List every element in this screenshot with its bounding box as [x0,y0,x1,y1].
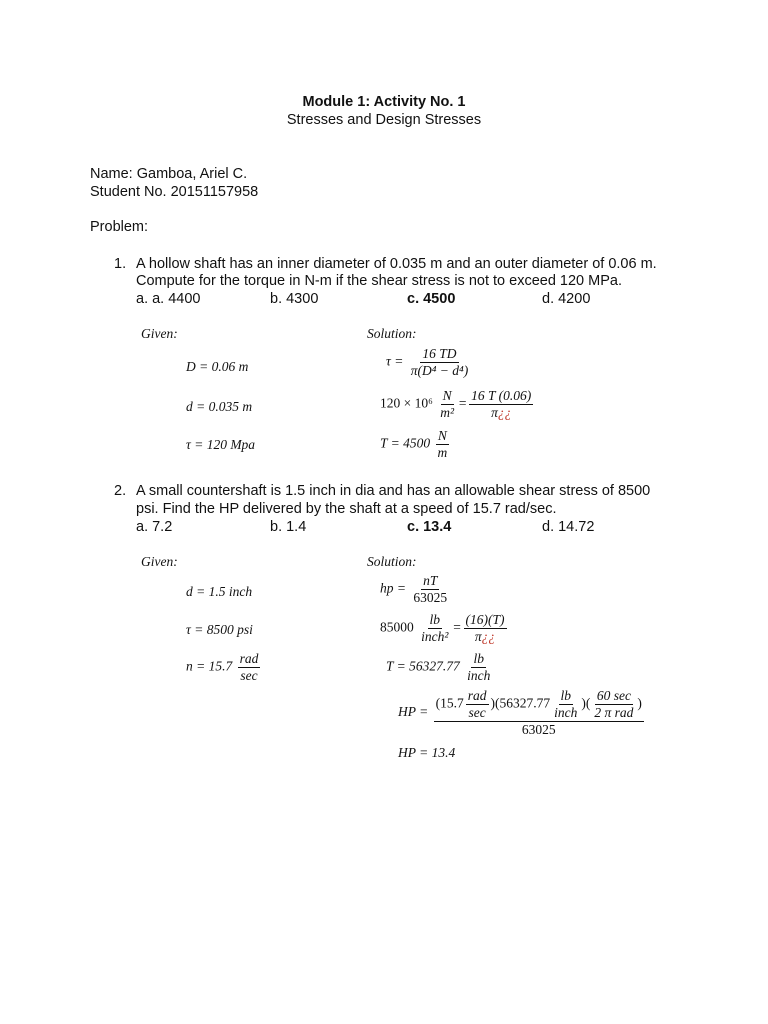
problem-2-given-label: Given: [141,554,178,569]
problem-2-text-line1: A small countershaft is 1.5 inch in dia and has an allowable shear stress of 8500 [136,483,651,499]
problem-2-number: 2. [114,483,127,499]
problem-1-number: 1. [114,256,127,272]
problem-1-solution-label: Solution: [367,326,417,341]
problem-2-solution-hp-equation: HP = (15.7 $\frac{\text{rad}}{\sec}$ )(56327.77 $\frac{lb}{\text{inch}}$ )( $\frac{60 \sec}{\text{2 π rad}}$ ) 63025 [398,688,642,737]
problem-1-text-line2: Compute for the torque in N-m if the shear stress is not to exceed 120 MPa. [136,273,622,289]
student-name: Name: Gamboa, Ariel C. [90,166,248,182]
problem-1-text-line1: A hollow shaft has an inner diameter of 0.035 m and an outer diameter of 0.06 m. [136,256,657,272]
document-title: Module 1: Activity No. 1 [302,94,466,110]
problem-2-solution-formula: hp = $\frac{nT}{63025}$ [380,573,448,605]
problem-1-error-glyph: ¿¿ [497,405,512,420]
problem-1-given-outer-diameter: D = 0.06 m [186,359,249,374]
problem-2-solution-torque: T = 56327.77 $\frac{lb}{\text{inch}}$ [386,651,491,683]
problem-1-choice-a: a. a. 4400 [136,291,201,307]
student-number: Student No. 20151157958 [90,184,259,200]
problem-1-formula-denominator: π(D⁴ − d⁴) [410,363,469,378]
problem-2-given-shear-stress: τ = 8500 psi [186,622,253,637]
problem-1-solution-substitution: 120 × 10⁶ $\frac{N}{\text{m²}}$ = $\frac{16 T (0.06)}{\pi¿¿}$ [380,388,532,420]
problem-1-given-label: Given: [141,326,178,341]
problem-1-formula-numerator: 16 TD [422,346,457,361]
problem-2-choice-c-answer: c. 13.4 [407,519,452,535]
problem-1-choice-b: b. 4300 [270,291,319,307]
problem-1-solution-formula: τ = $\frac{16 TD}{\text{π(D⁴ − d⁴)}}$ [386,346,469,378]
problem-2-solution-answer: HP = 13.4 [398,745,456,760]
problem-2-solution-label: Solution: [367,554,417,569]
document-subtitle: Stresses and Design Stresses [286,112,482,128]
problem-2-solution-substitution: 85000 $\frac{lb}{\text{inch²}}$ = $\frac{(16)(T)}{\pi¿¿}$ [380,612,505,644]
problem-1-solution-result: T = 4500 $\frac{N}{m}$ [380,428,448,460]
problem-2-text-line2: psi. Find the HP delivered by the shaft at a speed of 15.7 rad/sec. [136,501,557,517]
problem-2-given-speed: n = 15.7 $\frac{\text{rad}}{\sec}$ [186,651,259,683]
problem-heading: Problem: [90,219,149,235]
problem-1-choice-d: d. 4200 [542,291,591,307]
problem-2-choice-a: a. 7.2 [136,519,173,535]
problem-1-choice-c-answer: c. 4500 [407,291,456,307]
problem-1-given-shear-stress: τ = 120 Mpa [186,437,256,452]
problem-2-choice-b: b. 1.4 [270,519,307,535]
problem-2-given-diameter: d = 1.5 inch [186,584,253,599]
problem-2-error-glyph: ¿¿ [481,629,496,644]
problem-1-given-inner-diameter: d = 0.035 m [186,399,253,414]
problem-2-choice-d: d. 14.72 [542,519,595,535]
